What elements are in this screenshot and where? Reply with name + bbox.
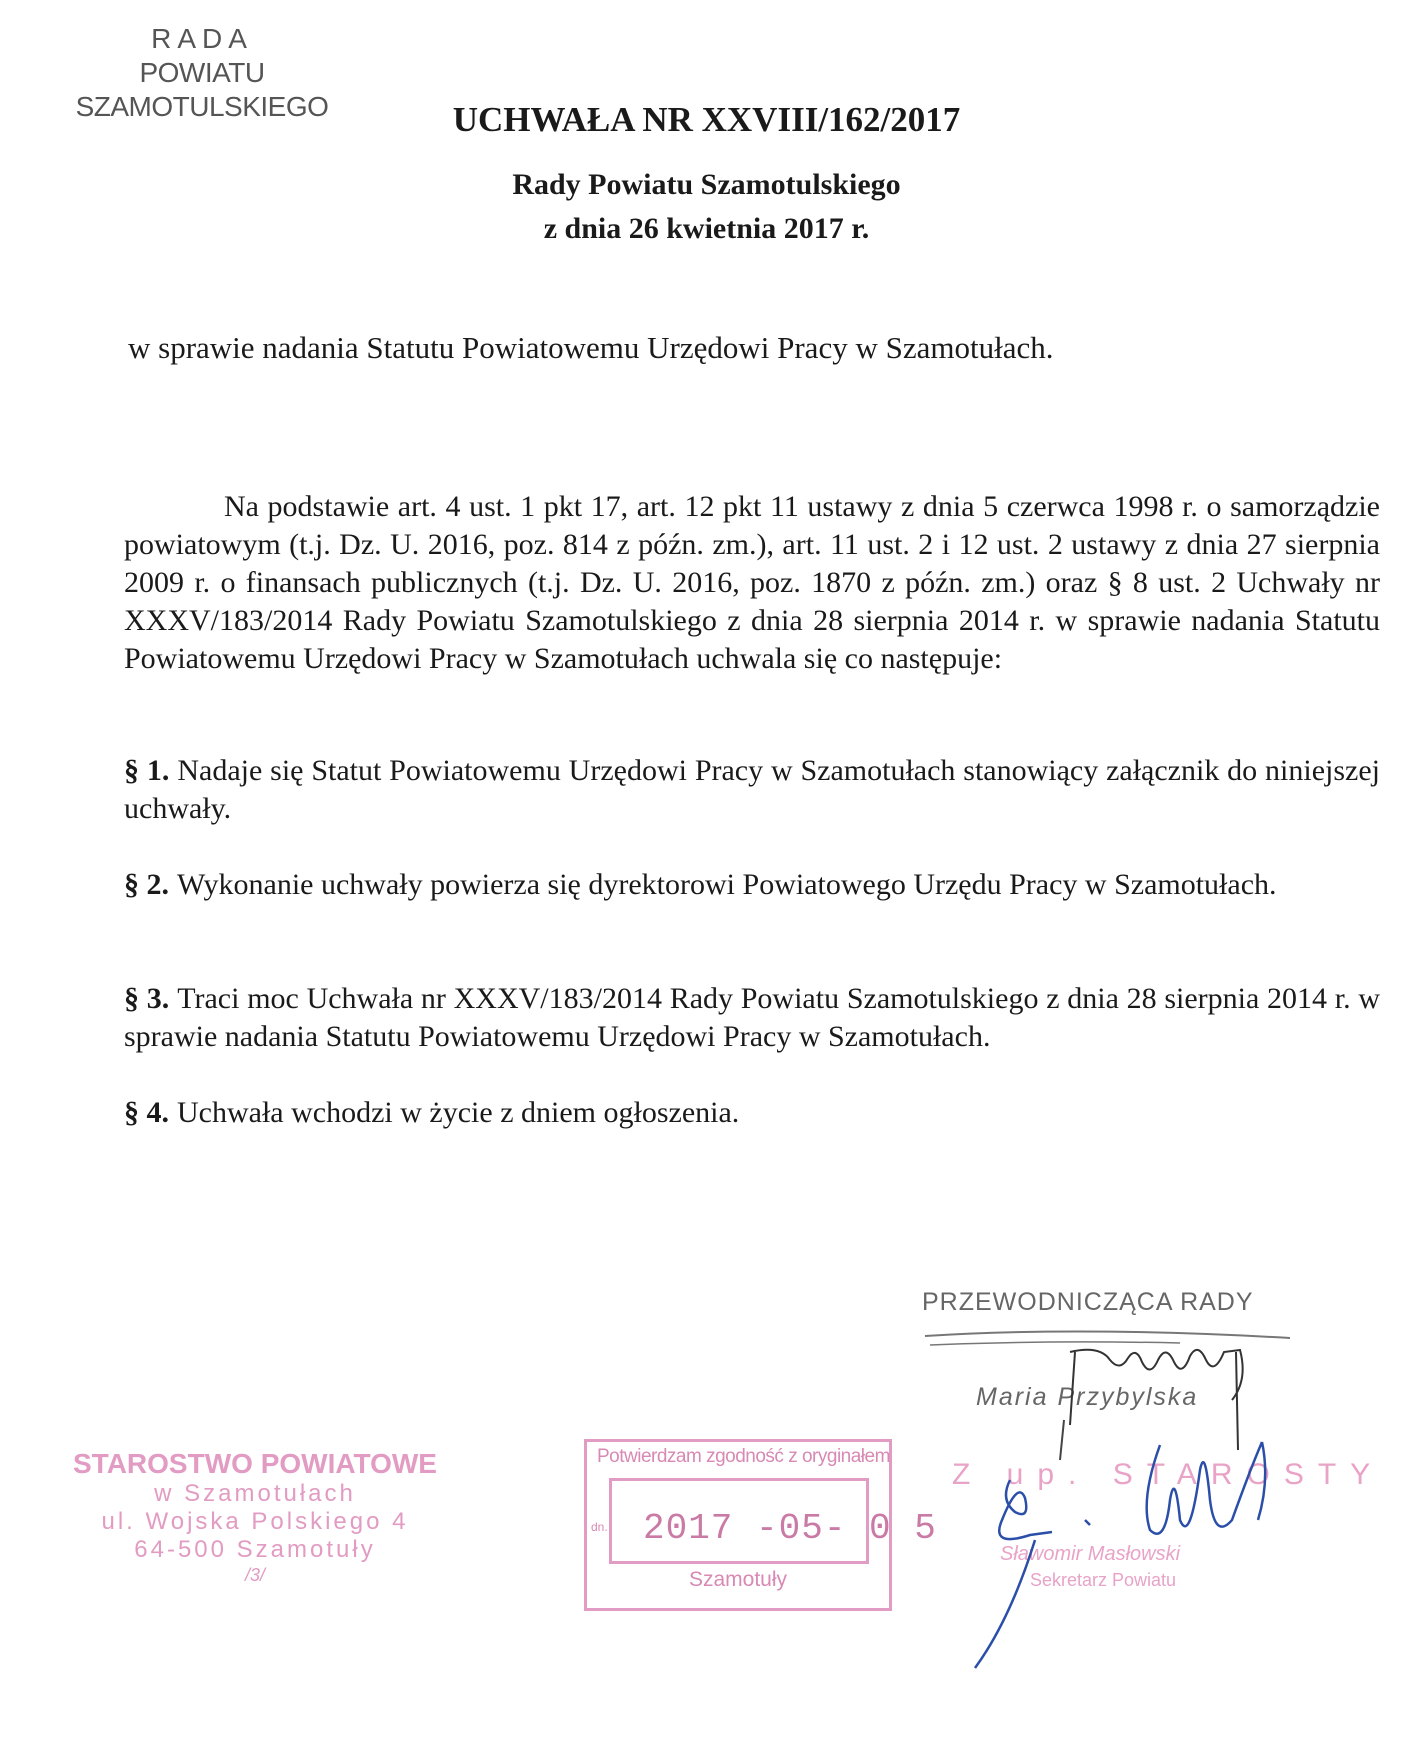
- paragraph-text: Nadaje się Statut Powiatowemu Urzędowi Pracy w Szamotułach stanowiący załącznik do niniejszej uchwały.: [124, 754, 1380, 825]
- office-stamp-line5: /3/: [244, 1565, 265, 1585]
- council-chair-name: Maria Przybylska: [976, 1383, 1199, 1411]
- starosta-title: Z up. STAROSTY: [952, 1458, 1385, 1491]
- paragraph-2: [124, 866, 1380, 904]
- office-stamp: [70, 1448, 440, 1586]
- certification-place: Szamotuły: [688, 1568, 788, 1591]
- paragraph-text: Wykonanie uchwały powierza się dyrektorowi Powiatowego Urzędu Pracy w Szamotułach.: [177, 868, 1277, 901]
- certification-date: 2017 -05- 0 5: [643, 1508, 937, 1549]
- council-stamp-line2: POWIATU SZAMOTULSKIEGO: [75, 57, 329, 122]
- paragraph-1: [124, 752, 1380, 828]
- office-stamp-line1: STAROSTWO POWIATOWE: [73, 1448, 437, 1479]
- resolution-title: UCHWAŁA NR XXVIII/162/2017: [452, 100, 961, 139]
- council-chair-title: PRZEWODNICZĄCA RADY: [922, 1288, 1254, 1316]
- resolution-subject: w sprawie nadania Statutu Powiatowemu Urzędowi Pracy w Szamotułach.: [128, 330, 1054, 365]
- office-stamp-line4: 64-500 Szamotuły: [134, 1536, 376, 1563]
- secretary-role: Sekretarz Powiatu: [1030, 1570, 1177, 1590]
- resolution-issuer: Rady Powiatu Szamotulskiego: [512, 168, 901, 201]
- certification-dn-label: dn.: [591, 1520, 608, 1534]
- certification-stamp: [584, 1439, 937, 1611]
- office-stamp-line2: w Szamotułach: [154, 1480, 356, 1507]
- office-stamp-line3: ul. Wojska Polskiego 4: [101, 1508, 409, 1535]
- paragraph-number: § 1.: [124, 754, 170, 787]
- paragraph-number: § 4.: [124, 1096, 169, 1129]
- preamble: Na podstawie art. 4 ust. 1 pkt 17, art. 12 pkt 11 ustawy z dnia 5 czerwca 1998 r. o samorządzie powiatowym (t.j. Dz. U. 2016, poz. 814 z późn. zm.), art. 11 ust. 2 i 12 ust. 2 ustawy z dnia 27 sierpnia 2009 r. o finansach publicznych (t.j. Dz. U. 2016, poz. 1870 z późn. zm.) oraz § 8 ust. 2 Uchwały nr XXXV/183/2014 Rady Powiatu Szamotulskiego z dnia 28 sierpnia 2014 r. w sprawie nadania Statutu Powiatowemu Urzędowi Pracy w Szamotułach uchwala się co następuje:: [124, 490, 1380, 675]
- chair-stamp-underline-2: [930, 1342, 1180, 1345]
- paragraph-text: Uchwała wchodzi w życie z dniem ogłoszenia.: [177, 1096, 740, 1129]
- paragraph-text: Traci moc Uchwała nr XXXV/183/2014 Rady Powiatu Szamotulskiego z dnia 28 sierpnia 2014 r. w sprawie nadania Statutu Powiatowemu Urzędowi Pracy w Szamotułach.: [124, 982, 1381, 1053]
- chair-stamp-underline: [925, 1331, 1290, 1338]
- resolution-date: z dnia 26 kwietnia 2017 r.: [543, 212, 870, 245]
- paragraph-3: [124, 980, 1380, 1056]
- secretary-name: Sławomir Masłowski: [1000, 1543, 1181, 1565]
- certification-heading: Potwierdzam zgodność z oryginałem: [597, 1446, 890, 1467]
- council-stamp-line1: RADA: [151, 23, 253, 54]
- paragraph-number: § 3.: [124, 982, 170, 1015]
- chair-signature-stroke: [1060, 1420, 1064, 1460]
- paragraph-4: [124, 1094, 1380, 1132]
- paragraph-number: § 2.: [124, 868, 169, 901]
